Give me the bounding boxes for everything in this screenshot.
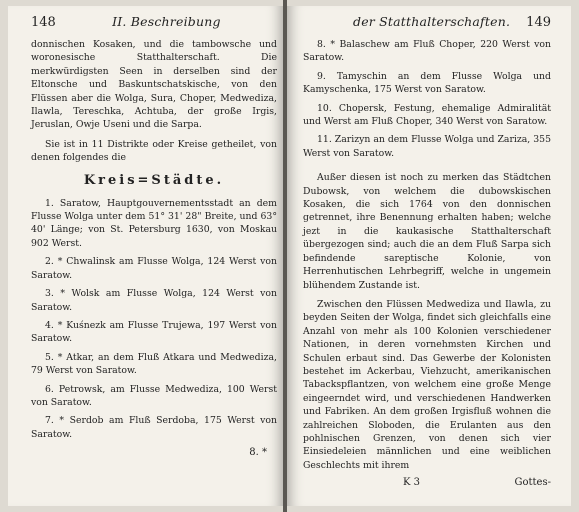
right-header bbox=[303, 14, 551, 30]
list-item: 5. * Atkar, an dem Fluß Atkara und Medwediza, 79 Werst von Saratow. bbox=[31, 351, 277, 377]
list-item: 4. * Kuśnezk am Flusse Trujewa, 197 Werst von Saratow. bbox=[31, 319, 277, 345]
list-item: 7. * Serdob am Fluß Serdoba, 175 Werst von Saratow. bbox=[31, 415, 277, 440]
signature-mark: K 3 bbox=[403, 477, 421, 489]
list-item: 6. Petrowsk, am Flusse Medwediza, 100 Werst von Saratow. bbox=[31, 383, 277, 408]
list-item: 1. Saratow, Hauptgouvernementsstadt an dem Flusse Wolga unter dem 51° 31' 28" Breite, und 63° 40' Länge; von St. Petersburg 1630, von Moskau 902 Werst. bbox=[31, 197, 277, 249]
body-paragraph: Zwischen den Flüssen Medwediza und Ilawla, zu beyden Seiten der Wolga, findet sich gleichfalls eine Anzahl von mehr als 100 Kolonien verschiedener Nationen, in deren vornehmsten Kirchen und Schulen erbaut sind. Das Gewerbe der Kolonisten bestehet im Ackerbau, Viehzucht, amerikanischen Tabackspflantzen, von welchem eine große Menge eingeerndet wird, und verschiedenen Handwerken und Fabriken. An dem großen Irgisfluß wohnen die zahlreichen Sloboden, die Erulanten aus den pohlnischen Grenzen, von denen sich vier Einsiedeleien männlichen und eine weiblichen Geschlechts mit ihrem bbox=[303, 298, 551, 471]
left-footer bbox=[31, 446, 277, 459]
list-item: 9. Tamyschin an dem Flusse Wolga und Kamyschenka, 175 Werst von Saratow. bbox=[303, 70, 551, 96]
list-item: 10. Chopersk, Festung, ehemalige Admiralität und Werst am Fluß Choper, 340 Werst von Saratow. bbox=[303, 102, 551, 128]
right-page bbox=[287, 6, 571, 506]
running-title: II. Beschreibung bbox=[112, 14, 221, 29]
right-footer bbox=[303, 476, 551, 489]
page-number: 148 bbox=[31, 15, 56, 30]
left-header bbox=[31, 14, 277, 30]
districts-paragraph: Sie ist in 11 Distrikte oder Kreise getheilet, von denen folgendes die bbox=[31, 138, 277, 164]
intro-paragraph: donnischen Kosaken, und die tambowsche und woronesische Statthalterschaft. Die merkwürdigsten Seen in derselben sind der Eltonsche und Baskuntschatskische, von den Flüssen aber die Wolga, Sura, Choper, Medwediza, Ilawla, Tereschka, Achtuba, der große Irgis, Jeruslan, Owje Useni und die Sarpa. bbox=[31, 39, 277, 131]
page-number: 149 bbox=[526, 15, 551, 30]
catchword: 8. * bbox=[249, 447, 267, 459]
section-heading: Kreis=Städte. bbox=[83, 172, 225, 188]
list-item: 2. * Chwalinsk am Flusse Wolga, 124 Werst von Saratow. bbox=[31, 256, 277, 281]
catchword: Gottes- bbox=[514, 477, 551, 489]
left-page bbox=[8, 6, 283, 506]
list-item: 8. * Balaschew am Fluß Choper, 220 Werst von Saratow. bbox=[303, 39, 551, 64]
list-item: 3. * Wolsk am Flusse Wolga, 124 Werst von Saratow. bbox=[31, 288, 277, 313]
running-title: der Statthalterschaften. bbox=[353, 14, 511, 29]
list-item: 11. Zarizyn an dem Flusse Wolga und Zariza, 355 Werst von Saratow. bbox=[303, 134, 551, 159]
body-paragraph: Außer diesen ist noch zu merken das Städtchen Dubowsk, von welchem die dubowskischen Kosaken, die sich 1764 von den donnischen getrennet, ihre Benennung erhalten haben; welche jezt in die kaukasische Statthalterschaft übergezogen sind; auch die an dem Fluß Sarpa sich befindende sareptische Kolonie, von Herrenhutischen Lehrbegriff, welche in ungemein blühendem Zustande ist. bbox=[303, 172, 551, 291]
